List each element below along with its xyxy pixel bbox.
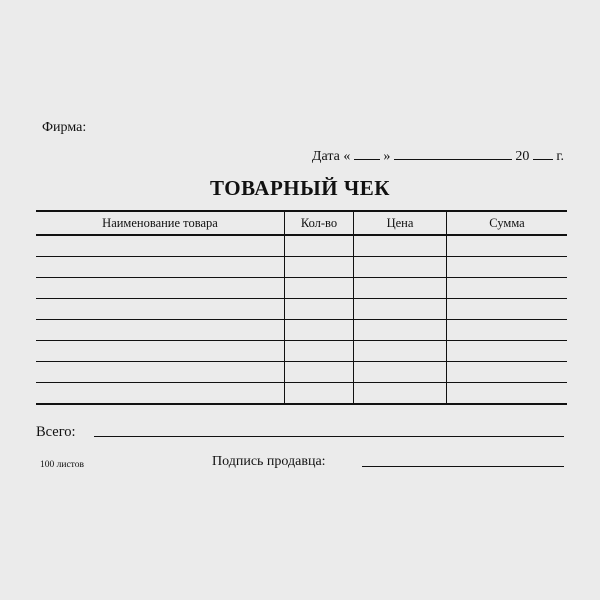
cell-price[interactable] <box>354 257 447 278</box>
cell-sum[interactable] <box>447 383 568 405</box>
cell-sum[interactable] <box>447 257 568 278</box>
date-label: Дата <box>311 149 340 164</box>
cell-sum[interactable] <box>447 320 568 341</box>
sheets-note: 100 листов <box>40 460 84 470</box>
cell-quantity[interactable] <box>285 235 354 257</box>
table-row <box>36 341 567 362</box>
date-year-blank[interactable] <box>533 146 553 160</box>
table-row <box>36 278 567 299</box>
date-day-blank[interactable] <box>354 146 380 160</box>
total-label: Всего: <box>36 424 76 440</box>
column-header-quantity: Кол-во <box>285 211 354 235</box>
cell-price[interactable] <box>354 341 447 362</box>
date-year-suffix: г. <box>556 149 564 164</box>
cell-name[interactable] <box>36 341 285 362</box>
total-row <box>36 424 564 441</box>
table-row <box>36 362 567 383</box>
cell-price[interactable] <box>354 383 447 405</box>
cell-quantity[interactable] <box>285 278 354 299</box>
receipt-table <box>36 210 567 405</box>
table-header-row <box>36 211 567 235</box>
cell-quantity[interactable] <box>285 299 354 320</box>
cell-sum[interactable] <box>447 341 568 362</box>
cell-quantity[interactable] <box>285 257 354 278</box>
page-title: ТОВАРНЫЙ ЧЕК <box>210 176 390 200</box>
cell-sum[interactable] <box>447 278 568 299</box>
column-header-sum: Сумма <box>447 211 568 235</box>
cell-name[interactable] <box>36 362 285 383</box>
cell-sum[interactable] <box>447 299 568 320</box>
cell-price[interactable] <box>354 362 447 383</box>
cell-price[interactable] <box>354 299 447 320</box>
column-header-price: Цена <box>354 211 447 235</box>
table-row <box>36 235 567 257</box>
date-year-prefix: 20 <box>515 149 530 164</box>
table-row <box>36 257 567 278</box>
receipt-sheet <box>22 88 578 500</box>
cell-quantity[interactable] <box>285 320 354 341</box>
cell-name[interactable] <box>36 383 285 405</box>
cell-price[interactable] <box>354 320 447 341</box>
table-row <box>36 299 567 320</box>
cell-name[interactable] <box>36 299 285 320</box>
cell-sum[interactable] <box>447 235 568 257</box>
date-quote-close: » <box>383 149 391 164</box>
seller-signature-row <box>212 454 564 470</box>
column-header-name: Наименование товара <box>36 211 285 235</box>
cell-name[interactable] <box>36 235 285 257</box>
cell-name[interactable] <box>36 278 285 299</box>
cell-quantity[interactable] <box>285 383 354 405</box>
cell-price[interactable] <box>354 278 447 299</box>
date-line <box>312 146 564 165</box>
table-row <box>36 383 567 405</box>
signature-blank[interactable] <box>362 454 564 467</box>
cell-price[interactable] <box>354 235 447 257</box>
firm-label: Фирма: <box>42 120 87 135</box>
total-blank[interactable] <box>94 424 564 437</box>
cell-quantity[interactable] <box>285 362 354 383</box>
signature-label: Подпись продавца: <box>212 454 326 469</box>
date-month-blank[interactable] <box>394 146 512 160</box>
cell-quantity[interactable] <box>285 341 354 362</box>
table-row <box>36 320 567 341</box>
cell-name[interactable] <box>36 320 285 341</box>
date-quote-open: « <box>343 149 351 164</box>
cell-sum[interactable] <box>447 362 568 383</box>
cell-name[interactable] <box>36 257 285 278</box>
